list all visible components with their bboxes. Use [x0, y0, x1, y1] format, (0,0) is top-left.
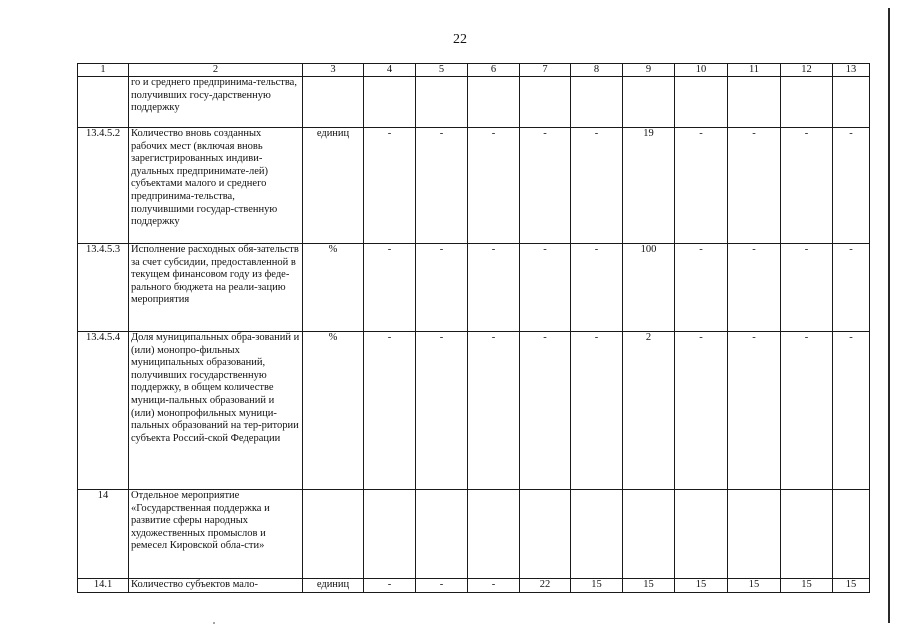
value-cell: -	[520, 128, 571, 244]
unit-cell: единиц	[303, 579, 364, 593]
unit-cell: единиц	[303, 128, 364, 244]
value-cell: -	[833, 128, 870, 244]
table-row	[78, 77, 870, 128]
header-cell: 11	[728, 64, 781, 77]
value-cell: 15	[675, 579, 728, 593]
value-cell: -	[781, 332, 833, 490]
value-cell	[781, 490, 833, 579]
header-cell: 5	[416, 64, 468, 77]
value-cell	[416, 490, 468, 579]
value-cell	[833, 77, 870, 128]
header-cell: 7	[520, 64, 571, 77]
value-cell: -	[468, 128, 520, 244]
header-cell: 1	[78, 64, 129, 77]
value-cell: -	[416, 332, 468, 490]
value-cell: -	[833, 244, 870, 332]
value-cell	[520, 77, 571, 128]
value-cell	[675, 77, 728, 128]
table-row	[78, 128, 870, 244]
value-cell: -	[468, 244, 520, 332]
row-code: 14	[78, 490, 129, 579]
value-cell	[781, 77, 833, 128]
value-cell: -	[571, 244, 623, 332]
value-cell	[571, 77, 623, 128]
value-cell	[623, 77, 675, 128]
row-code	[78, 77, 129, 128]
value-cell	[364, 490, 416, 579]
value-cell: -	[364, 332, 416, 490]
indicator-name: Доля муниципальных обра-зований и (или) монопро-фильных муниципальных образований, получивших государственную поддержку, в общем количестве муници-пальных образований и (или) монопрофильных муници-пальных образований на тер-ритории субъекта Россий-ской Федерации	[129, 332, 303, 490]
value-cell: -	[675, 128, 728, 244]
value-cell	[364, 77, 416, 128]
value-cell	[623, 490, 675, 579]
value-cell	[675, 490, 728, 579]
value-cell: 15	[623, 579, 675, 593]
value-cell: -	[675, 244, 728, 332]
value-cell: -	[468, 332, 520, 490]
indicator-name: го и среднего предпринима-тельства, получивших госу-дарственную поддержку	[129, 77, 303, 128]
indicator-name: Исполнение расходных обя-зательств за счет субсидии, предоставленной в текущем финансовом году из феде-рального бюджета на реали-зацию мероприятия	[129, 244, 303, 332]
value-cell	[416, 77, 468, 128]
header-cell: 2	[129, 64, 303, 77]
value-cell: -	[675, 332, 728, 490]
unit-cell	[303, 77, 364, 128]
value-cell: -	[364, 579, 416, 593]
header-cell: 12	[781, 64, 833, 77]
table-header-row	[78, 64, 870, 77]
value-cell: -	[781, 244, 833, 332]
value-cell	[468, 490, 520, 579]
value-cell	[520, 490, 571, 579]
value-cell: 15	[728, 579, 781, 593]
value-cell: 2	[623, 332, 675, 490]
table-row	[78, 244, 870, 332]
unit-cell: %	[303, 244, 364, 332]
value-cell: -	[728, 128, 781, 244]
table-row	[78, 332, 870, 490]
row-code: 13.4.5.3	[78, 244, 129, 332]
scan-edge-line	[888, 8, 890, 623]
indicator-name: Количество субъектов мало-	[129, 579, 303, 593]
header-cell: 13	[833, 64, 870, 77]
indicators-table	[77, 63, 870, 593]
value-cell	[728, 490, 781, 579]
value-cell: 15	[781, 579, 833, 593]
row-code: 14.1	[78, 579, 129, 593]
value-cell: 15	[833, 579, 870, 593]
value-cell: -	[781, 128, 833, 244]
value-cell: -	[520, 332, 571, 490]
indicator-name: Отдельное мероприятие «Государственная поддержка и развитие сферы народных художественных промыслов и ремесел Кировской обла-сти»	[129, 490, 303, 579]
value-cell	[833, 490, 870, 579]
header-cell: 8	[571, 64, 623, 77]
value-cell: -	[833, 332, 870, 490]
value-cell: -	[520, 244, 571, 332]
value-cell: -	[416, 579, 468, 593]
value-cell	[571, 490, 623, 579]
value-cell: -	[468, 579, 520, 593]
value-cell: -	[728, 244, 781, 332]
value-cell	[728, 77, 781, 128]
indicator-name: Количество вновь созданных рабочих мест (включая вновь зарегистрированных индиви-дуальных предпринимате-лей) субъектами малого и среднего предпринима-тельства, получившими государ-ственную поддержку	[129, 128, 303, 244]
value-cell: -	[416, 128, 468, 244]
header-cell: 3	[303, 64, 364, 77]
value-cell: -	[728, 332, 781, 490]
value-cell	[468, 77, 520, 128]
row-code: 13.4.5.4	[78, 332, 129, 490]
unit-cell	[303, 490, 364, 579]
scan-speck	[213, 622, 215, 624]
page-number: 22	[453, 32, 467, 47]
unit-cell: %	[303, 332, 364, 490]
value-cell: -	[364, 128, 416, 244]
value-cell: -	[571, 128, 623, 244]
value-cell: 15	[571, 579, 623, 593]
header-cell: 6	[468, 64, 520, 77]
value-cell: 19	[623, 128, 675, 244]
value-cell: 100	[623, 244, 675, 332]
value-cell: 22	[520, 579, 571, 593]
value-cell: -	[416, 244, 468, 332]
row-code: 13.4.5.2	[78, 128, 129, 244]
table-row	[78, 490, 870, 579]
header-cell: 10	[675, 64, 728, 77]
value-cell: -	[571, 332, 623, 490]
table-row	[78, 579, 870, 593]
header-cell: 9	[623, 64, 675, 77]
header-cell: 4	[364, 64, 416, 77]
value-cell: -	[364, 244, 416, 332]
